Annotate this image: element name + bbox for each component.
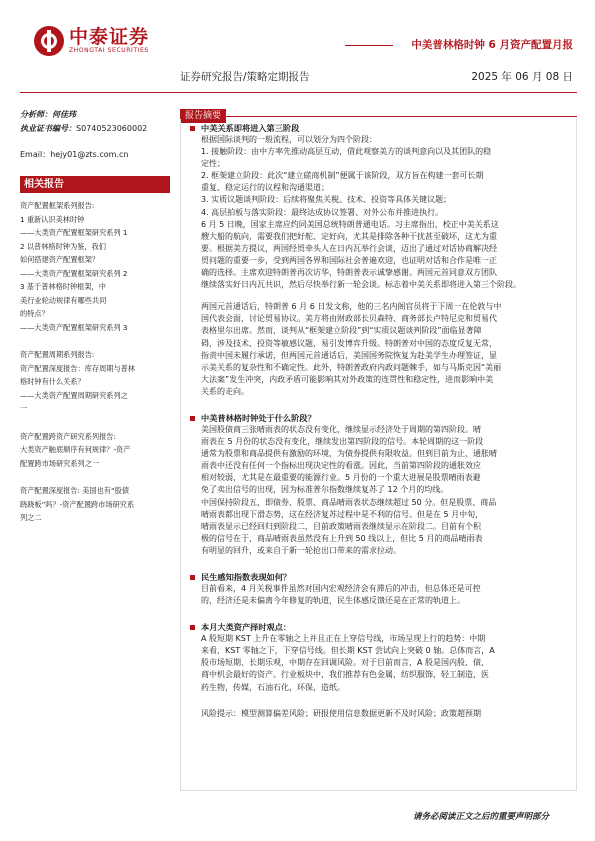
cert-label: 执业证书编号： — [20, 124, 76, 133]
paragraph-line: 关系的走向。 — [201, 386, 249, 396]
related-report-line[interactable]: 2 以普林格时钟为鉴，我们 — [20, 241, 106, 251]
paragraph-line: 重复、稳定运行的议程和沟通渠道； — [201, 183, 329, 193]
header-divider — [20, 92, 577, 93]
paragraph-line: 两国元首通话后，特朗普 6 月 6 日发文称，他的三名内阁官员将于下周一在伦敦与中 — [201, 302, 502, 312]
related-report-group — [20, 199, 170, 334]
cert-number: S0740523060002 — [76, 124, 148, 133]
paragraph-line: 相对较弱，尤其是在最重要的能源行业。5 月份的一个重大进展是股票晴雨表避 — [201, 473, 481, 483]
logo-name-cn: 中泰证券 — [69, 26, 150, 48]
related-report-line[interactable]: 跷跷板”吗？-资产配置跨市场研究系 — [20, 499, 135, 509]
paragraph-line: 6 月 5 日晚，国家主席应约同美国总统特朗普通电话。习主席指出，校正中美关系这 — [201, 219, 499, 229]
related-report-line[interactable]: 美行业轮动规律有哪些共同 — [20, 295, 107, 305]
section-heading: 本月大类资产择时观点： — [180, 621, 577, 633]
paragraph-line: 商中机会最好的资产。行业板块中，我们推荐有色金属，纺织服饰，轻工制造，医 — [201, 670, 489, 680]
related-report-line[interactable]: 的特点？ — [20, 309, 49, 318]
related-report-line[interactable]: 3 基于普林格时钟框架，中 — [20, 282, 106, 291]
related-reports-list — [20, 199, 170, 525]
paragraph-line: 定性； — [201, 159, 225, 169]
paragraph-line: 的，经济还是未偏离今年修复的轨道，民生体感反馈还是在正常的轨道上。 — [201, 596, 465, 606]
paragraph-line: 有明显的回升，或来自于新一轮抢出口带来的需求拉动。 — [201, 545, 401, 555]
footer-disclaimer: 请务必阅读正文之后的重要声明部分 — [412, 812, 549, 822]
related-report-line[interactable]: 配置跨市场研究系列之一 — [20, 458, 100, 468]
paragraph-line: 雨表在 5 月份的状态没有变化，继续发出第四阶段的信号。本轮周期的这一阶段 — [201, 437, 484, 447]
paragraph-line: 2. 框架建立阶段：此次“建立磋商机制”便属于该阶段，双方旨在构建一套可长期 — [201, 171, 484, 181]
paragraph-line: 艘大船的航向，需要我们把好舵、定好向，尤其是排除各种干扰甚至破坏，这尤为重 — [201, 231, 497, 241]
paragraph-line: A 股短期 KST 上升在零轴之上并且正在上穿信号线，市场呈现上行的趋势：中期 — [201, 634, 486, 644]
series-title-rule — [345, 45, 393, 46]
paragraph-line: 3. 实质议题谈判阶段：后续将聚焦关税、技术、投资等具体关键议题； — [201, 195, 452, 205]
paragraph-line: 表格里尔出席。然而，谈判从“框架建立阶段”到“实质议题谈判阶段”面临显著障 — [201, 326, 482, 336]
paragraph-line: 免了卖出信号的出现，因为标准普尔指数继续复苏了 12 个月的均线。 — [201, 485, 449, 495]
paragraph-line: 1. 接触阶段：由中方率先推动高层互动，借此观察美方的谈判意向以及其团队的稳 — [201, 147, 492, 157]
paragraph-line: 股市场短期、长期乐观，中期存在回调风险。对于目前而言，A 股是国内股、债、 — [201, 658, 490, 668]
paragraph-line: 国代表会面，讨论贸易协议。美方将由财政部长贝森特、商务部长卢特尼克和贸易代 — [201, 314, 497, 324]
paragraph-line: 通常为股票和商品提供有激励的环境，为债券提供有限收益。但到目前为止，通胀晴 — [201, 449, 497, 459]
report-date: 2025 年 06 月 08 日 — [471, 71, 573, 83]
related-report-line[interactable]: 一 — [20, 404, 28, 413]
paragraph-line: 4. 高层拍板与落实阶段：最终达成协议签署、对外公布并推进执行。 — [201, 207, 444, 217]
analyst-name: 分析师：何佳玮 — [20, 110, 76, 119]
analyst-cert — [20, 122, 170, 136]
paragraph-line: 根据国际谈判的一般流程，可以划分为四个阶段： — [201, 135, 377, 144]
related-report-line[interactable]: 资产配置深度报告: 美国也有“股债 — [20, 486, 130, 495]
paragraph-line: 贸问题的重要一步，受到两国各界和国际社会普遍欢迎，也证明对话和合作是唯一正 — [201, 255, 497, 265]
paragraph-line: 来看，KST 零轴之下，下穿信号线。但长期 KST 尝试向上突破 0 轴。总体而言，A — [201, 646, 495, 656]
risk-warning: 风险提示：模型测算偏差风险；研报使用信息数据更新不及时风险；政策超预期 — [201, 708, 481, 718]
series-title: 中美普林格时钟 6 月资产配置月报 — [411, 39, 573, 51]
analyst-email: Email：hejy01@zts.com.cn — [20, 150, 129, 159]
report-type: 证券研究报告/策略定期报告 — [180, 71, 310, 83]
related-report-line[interactable]: ——大类资产配置框架研究系列 3 — [20, 322, 128, 332]
sidebar — [20, 108, 170, 539]
paragraph-line: 碍，涉及技术、投资等敏感议题，易引发博弈升级。特朗普对中国的态度反复无常， — [201, 338, 497, 348]
related-report-line[interactable]: 资产配置框架系列报告: — [20, 201, 95, 210]
related-report-line[interactable]: 列之二 — [20, 513, 42, 522]
paragraph-line: 目前看来，4 月关税事件虽然对国内宏观经济会有滞后的冲击，但总体还是可控 — [201, 584, 481, 593]
related-report-line[interactable]: 格时钟有什么关系？ — [20, 377, 85, 386]
paragraph-line: 晴雨表显示已经回归到阶段二，目前政策晴雨表继续显示在阶段二。目前有个积 — [201, 521, 481, 531]
paragraph-line: 要。根据美方提议，两国经贸牵头人在日内瓦举行会谈，迈出了通过对话协商解决经 — [201, 243, 497, 253]
paragraph-line: 药生物，传媒，石油石化，环保，造纸。 — [201, 682, 345, 692]
paragraph-line: 继续落实好日内瓦共识，然后尽快举行新一轮会谈。标志着中美关系即将进入第三个阶段。 — [201, 280, 521, 290]
abstract-header — [180, 103, 577, 121]
related-report-group — [20, 484, 170, 525]
paragraph-line: 美国股债商三张晴雨表的状态没有变化，继续显示经济处于周期的第四阶段。晴 — [201, 424, 481, 434]
paragraph-line: 大法案”发生冲突，内政矛盾可能影响其对外政策的连贯性和稳定性，进而影响中美 — [201, 374, 494, 384]
paragraph-line: 晴雨表都出现下滑态势，这在经济复苏过程中是不利的信号。但是在 5 月中旬， — [201, 509, 484, 519]
company-logo — [34, 26, 149, 56]
paragraph-line: 雨表中还没有任何一个指标出现决定性的看涨。因此，当前第四阶段的通胀效应 — [201, 461, 481, 471]
logo-emblem-icon — [34, 26, 64, 56]
related-report-group — [20, 430, 170, 471]
related-report-line[interactable]: 资产配置周期系列报告: — [20, 350, 95, 359]
related-report-line[interactable]: 1 重新认识美林时钟 — [20, 214, 85, 224]
abstract-body — [180, 119, 577, 720]
related-reports-title: 相关报告 — [20, 176, 170, 193]
related-report-line[interactable]: ——大类资产配置框架研究系列 2 — [20, 268, 128, 278]
paragraph-line: 指责中国未履行承诺，但两国元首通话后，美国国务院恢复为赴美学生办理签证，显 — [201, 350, 497, 360]
paragraph-line: 中国保持阶段五，即债券、股票、商品晴雨表状态继续超过 50 分。但是股票、商品 — [201, 497, 497, 507]
paragraph-line: 确的选择。主席欢迎特朗普再次访华，特朗普表示诚挚感谢。两国元首同意双方团队 — [201, 268, 497, 278]
related-report-line[interactable]: 资产配置深度报告：库存周期与普林 — [20, 363, 136, 373]
paragraph-line: 极的信号在于，商品晴雨表虽然没有上升到 50 线以上，但比 5 月的商品晴雨表 — [201, 533, 483, 543]
paragraph-line: 示美关系的复杂性和不确定性。此外，特朗普政府内政问题棘手，如与马斯克因“美丽 — [201, 362, 502, 372]
section-heading: 民生感知指数表现如何？ — [180, 571, 577, 583]
related-report-line[interactable]: ——大类资产配置框架研究系列 1 — [20, 228, 128, 237]
abstract-tab: 报告摘要 — [180, 109, 226, 123]
related-report-group — [20, 348, 170, 416]
logo-name-en: ZHONGTAI SECURITIES — [69, 47, 149, 54]
related-report-line[interactable]: 大类资产触底顺序有何规律？-资产 — [20, 445, 131, 454]
logo-text — [69, 27, 149, 55]
section-heading: 中美普林格时钟处于什么阶段？ — [180, 412, 577, 424]
related-report-line[interactable]: ——大类资产配置周期研究系列之 — [20, 390, 128, 400]
related-report-line[interactable]: 如何搭建资产配置框架？ — [20, 255, 100, 264]
section-heading: 中美关系即将进入第三阶段 — [180, 122, 577, 134]
related-report-line[interactable]: 资产配置跨资产研究系列报告: — [20, 431, 116, 441]
